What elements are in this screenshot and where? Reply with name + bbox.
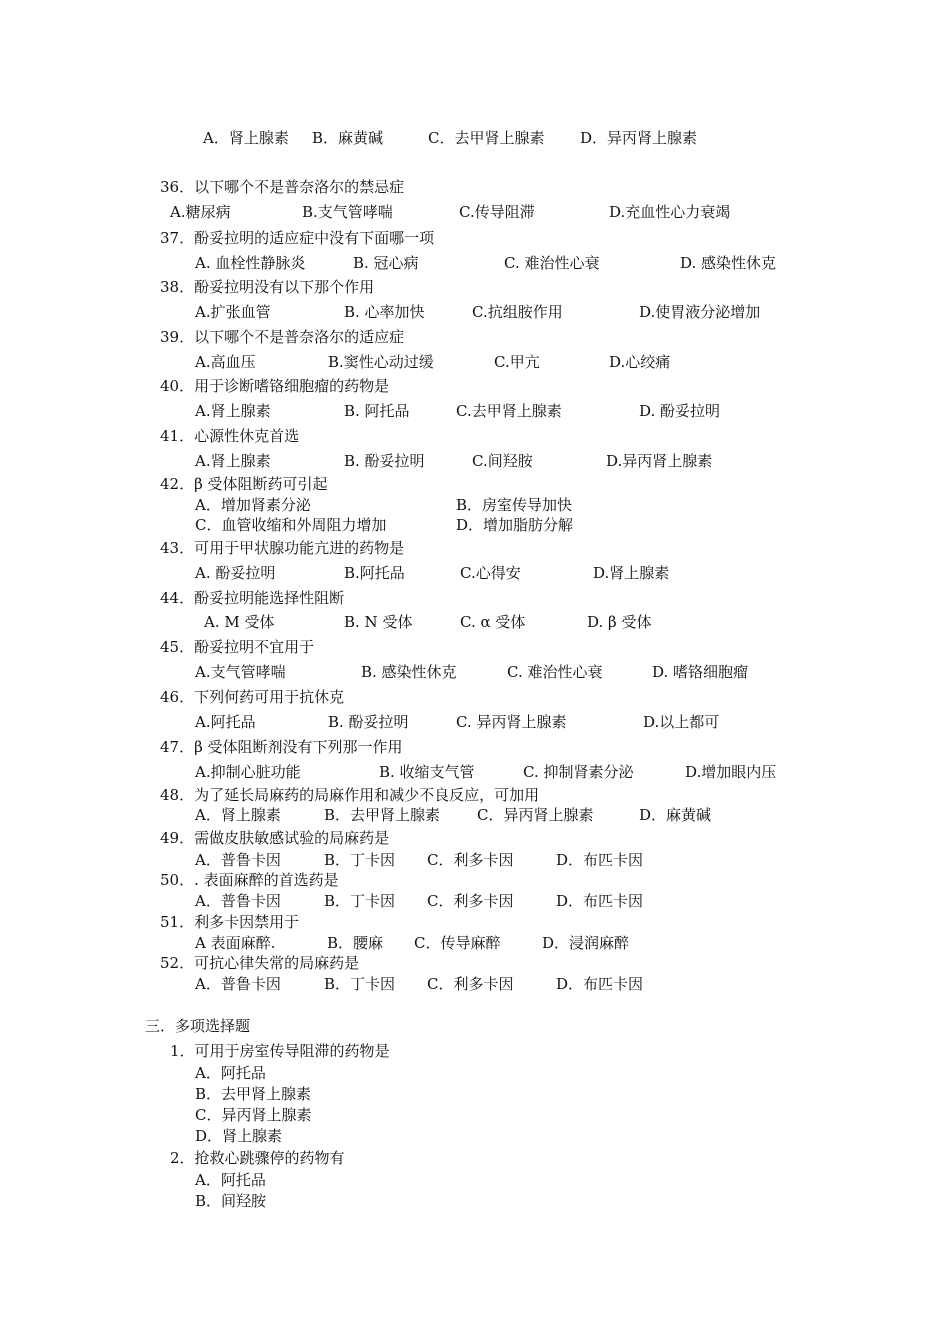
answer-option: C.甲亢 xyxy=(494,353,540,371)
answer-option: A.扩张血管 xyxy=(195,303,271,321)
answer-option: D．布匹卡因 xyxy=(556,892,644,910)
answer-option: A.糖尿病 xyxy=(170,203,231,221)
answer-option: D.心绞痛 xyxy=(609,353,671,371)
answer-option: A 表面麻醉. xyxy=(195,934,276,952)
answer-option: B. 酚妥拉明 xyxy=(344,452,425,470)
answer-option: D．布匹卡因 xyxy=(556,851,644,869)
answer-option: A．增加肾素分泌 xyxy=(195,496,311,514)
top-option: D．异丙肾上腺素 xyxy=(580,129,698,147)
answer-option: D. β 受体 xyxy=(587,613,652,631)
answer-option: B．去甲肾上腺素 xyxy=(195,1085,312,1103)
answer-option: A．肾上腺素 xyxy=(195,806,281,824)
question-stem: 42．β 受体阻断药可引起 xyxy=(160,475,328,493)
answer-option: B. 阿托品 xyxy=(344,402,410,420)
answer-option: C.心得安 xyxy=(460,564,521,582)
answer-option: A.高血压 xyxy=(195,353,256,371)
answer-option: A．普鲁卡因 xyxy=(195,851,281,869)
top-option: C．去甲肾上腺素 xyxy=(428,129,545,147)
answer-option: B.阿托品 xyxy=(344,564,405,582)
answer-option: A．阿托品 xyxy=(195,1064,266,1082)
answer-option: B．间羟胺 xyxy=(195,1192,267,1210)
answer-option: B. 感染性休克 xyxy=(361,663,457,681)
answer-option: C. 异丙肾上腺素 xyxy=(456,713,567,731)
top-option: A．肾上腺素 xyxy=(203,129,289,147)
answer-option: B．房室传导加快 xyxy=(456,496,573,514)
question-stem: 36．以下哪个不是普奈洛尔的禁忌症 xyxy=(160,178,405,196)
answer-option: D．肾上腺素 xyxy=(195,1127,283,1145)
answer-option: C．利多卡因 xyxy=(427,851,514,869)
answer-option: A. 血栓性静脉炎 xyxy=(195,254,306,272)
answer-option: D.以上都可 xyxy=(643,713,720,731)
answer-option: B. 冠心病 xyxy=(353,254,419,272)
question-stem: 40．用于诊断嗜铬细胞瘤的药物是 xyxy=(160,377,390,395)
answer-option: A．普鲁卡因 xyxy=(195,975,281,993)
question-stem: 39．以下哪个不是普奈洛尔的适应症 xyxy=(160,328,405,346)
answer-option: D.增加眼内压 xyxy=(685,763,777,781)
top-option: B．麻黄碱 xyxy=(312,129,384,147)
answer-option: A.肾上腺素 xyxy=(195,452,271,470)
answer-option: D.使胃液分泌增加 xyxy=(639,303,761,321)
answer-option: C．异丙肾上腺素 xyxy=(195,1106,312,1124)
answer-option: D．布匹卡因 xyxy=(556,975,644,993)
answer-option: D. 酚妥拉明 xyxy=(639,402,721,420)
answer-option: A.支气管哮喘 xyxy=(195,663,286,681)
answer-option: A．阿托品 xyxy=(195,1171,266,1189)
answer-option: C. 难治性心衰 xyxy=(504,254,600,272)
answer-option: B.窦性心动过缓 xyxy=(328,353,434,371)
answer-option: D. 感染性休克 xyxy=(680,254,777,272)
answer-option: B．丁卡因 xyxy=(324,892,396,910)
question-stem: 48．为了延长局麻药的局麻作用和减少不良反应，可加用 xyxy=(160,786,540,804)
question-stem: 46．下列何药可用于抗休克 xyxy=(160,688,345,706)
answer-option: C.去甲肾上腺素 xyxy=(456,402,562,420)
answer-option: B．丁卡因 xyxy=(324,851,396,869)
answer-option: D．浸润麻醉 xyxy=(542,934,630,952)
answer-option: C. 难治性心衰 xyxy=(507,663,603,681)
answer-option: A. 酚妥拉明 xyxy=(195,564,276,582)
question-stem: 49．需做皮肤敏感试验的局麻药是 xyxy=(160,829,390,847)
answer-option: D.异丙肾上腺素 xyxy=(606,452,713,470)
answer-option: C. 抑制肾素分泌 xyxy=(523,763,634,781)
answer-option: C．异丙肾上腺素 xyxy=(477,806,594,824)
answer-option: B．去甲肾上腺素 xyxy=(324,806,441,824)
answer-option: C.抗组胺作用 xyxy=(472,303,563,321)
question-stem: 2．抢救心跳骤停的药物有 xyxy=(170,1149,345,1167)
answer-option: B. N 受体 xyxy=(344,613,413,631)
answer-option: C．血管收缩和外周阻力增加 xyxy=(195,516,387,534)
answer-option: A. M 受体 xyxy=(204,613,275,631)
answer-option: C. α 受体 xyxy=(460,613,526,631)
answer-option: A.阿托品 xyxy=(195,713,256,731)
answer-option: D．增加脂肪分解 xyxy=(456,516,574,534)
answer-option: B．丁卡因 xyxy=(324,975,396,993)
question-stem: 43．可用于甲状腺功能亢进的药物是 xyxy=(160,539,405,557)
answer-option: A.抑制心脏功能 xyxy=(195,763,301,781)
answer-option: A.肾上腺素 xyxy=(195,402,271,420)
section-title: 三．多项选择题 xyxy=(145,1017,251,1035)
question-stem: 38．酚妥拉明没有以下那个作用 xyxy=(160,278,375,296)
answer-option: D. 嗜铬细胞瘤 xyxy=(652,663,749,681)
question-stem: 1．可用于房室传导阻滞的药物是 xyxy=(170,1042,390,1060)
answer-option: B. 酚妥拉明 xyxy=(328,713,409,731)
question-stem: 45．酚妥拉明不宜用于 xyxy=(160,638,315,656)
answer-option: B. 收缩支气管 xyxy=(379,763,475,781)
answer-option: B. 心率加快 xyxy=(344,303,425,321)
answer-option: B.支气管哮喘 xyxy=(302,203,393,221)
answer-option: B．腰麻 xyxy=(327,934,384,952)
question-stem: 50．. 表面麻醉的首选药是 xyxy=(160,871,339,889)
answer-option: D.充血性心力衰竭 xyxy=(609,203,731,221)
answer-option: C.传导阻滞 xyxy=(459,203,535,221)
question-stem: 44．酚妥拉明能选择性阻断 xyxy=(160,589,345,607)
answer-option: A．普鲁卡因 xyxy=(195,892,281,910)
question-stem: 37．酚妥拉明的适应症中没有下面哪一项 xyxy=(160,229,435,247)
answer-option: D．麻黄碱 xyxy=(639,806,712,824)
question-stem: 51．利多卡因禁用于 xyxy=(160,913,300,931)
question-stem: 47．β 受体阻断剂没有下列那一作用 xyxy=(160,738,403,756)
question-stem: 41．心源性休克首选 xyxy=(160,427,300,445)
question-stem: 52．可抗心律失常的局麻药是 xyxy=(160,954,360,972)
answer-option: D.肾上腺素 xyxy=(593,564,670,582)
answer-option: C．利多卡因 xyxy=(427,975,514,993)
answer-option: C．传导麻醉 xyxy=(414,934,501,952)
answer-option: C．利多卡因 xyxy=(427,892,514,910)
answer-option: C.间羟胺 xyxy=(472,452,533,470)
